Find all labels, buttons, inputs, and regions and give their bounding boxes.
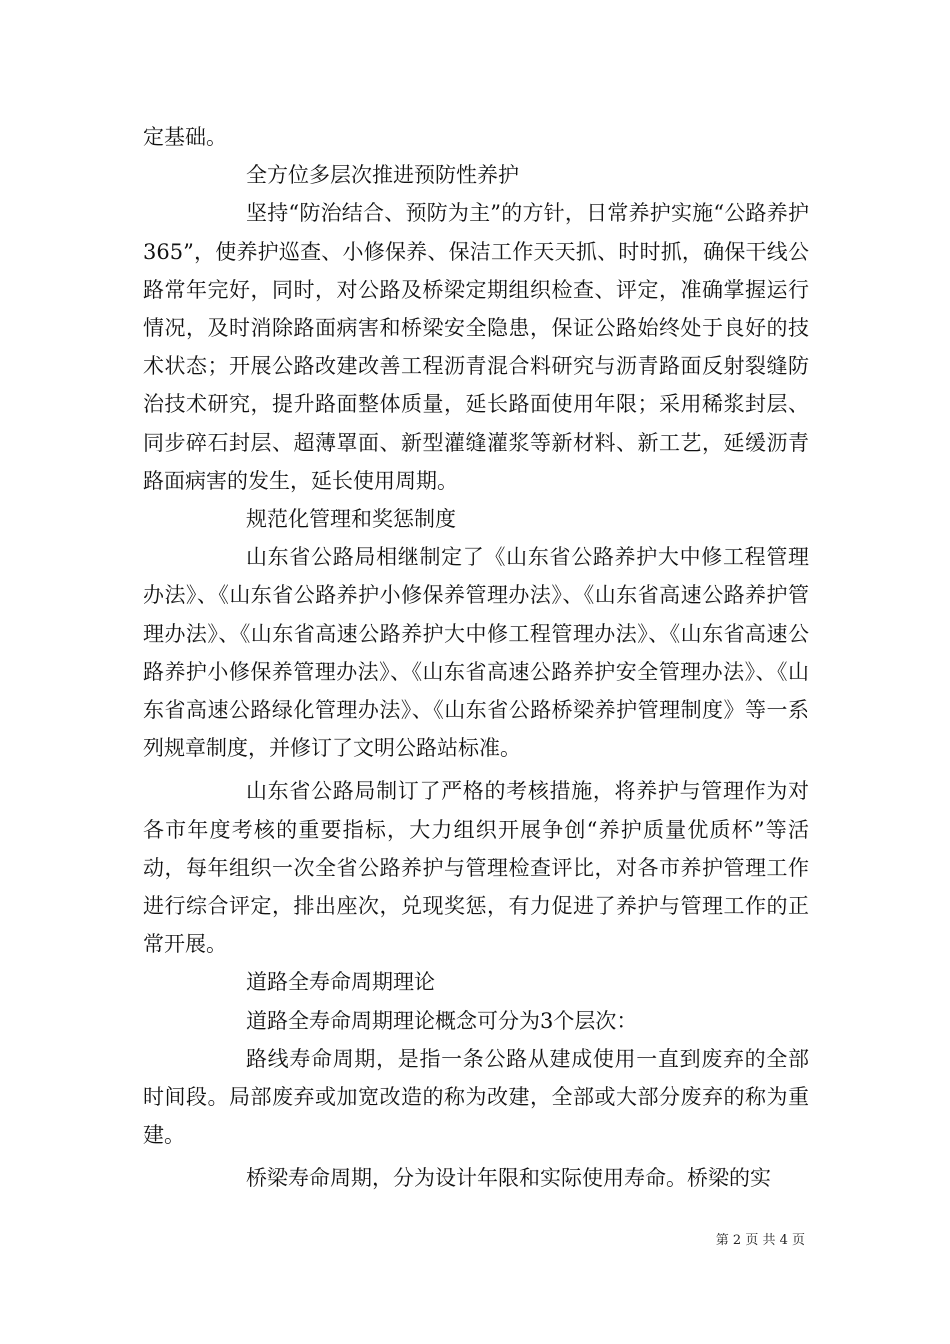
paragraph-assessment: 山东省公路局制订了严格的考核措施，将养护与管理作为对各市年度考核的重要指标，大力组织开展争创“养护质量优质杯”等活动，每年组织一次全省公路养护与管理检查评比，对各市养护管理工作进行综合评定，排出座次，兑现奖惩，有力促进了养护与管理工作的正常开展。 <box>143 779 809 957</box>
document-body <box>143 118 809 1198</box>
section-heading-life-cycle-theory: 道路全寿命周期理论 <box>246 970 435 995</box>
paragraph-continuation: 定基础。 <box>143 125 227 149</box>
paragraph-regulations: 山东省公路局相继制定了《山东省公路养护大中修工程管理办法》、《山东省公路养护小修保养管理办法》、《山东省高速公路养护管理办法》、《山东省高速公路养护大中修工程管理办法》、《山东省高速公路养护小修保养管理办法》、《山东省高速公路养护安全管理办法》、《山东省高速公路绿化管理办法》、《山东省公路桥梁养护管理制度》等一系列规章制度，并修订了文明公路站标准。 <box>143 545 809 761</box>
paragraph-route-life-cycle: 路线寿命周期，是指一条公路从建成使用一直到废弃的全部时间段。局部废弃或加宽改造的称为改建，全部或大部分废弃的称为重建。 <box>143 1046 809 1148</box>
paragraph-bridge-life-cycle: 桥梁寿命周期，分为设计年限和实际使用寿命。桥梁的实 <box>246 1166 771 1191</box>
paragraph-maintenance-policy: 坚持“防治结合、预防为主”的方针，日常养护实施“公路养护365”，使养护巡查、小修保养、保洁工作天天抓、时时抓，确保干线公路常年完好，同时，对公路及桥梁定期组织检查、评定，准确掌握运行情况，及时消除路面病害和桥梁安全隐患，保证公路始终处于良好的技术状态；开展公路改建改善工程沥青混合料研究与沥青路面反射裂缝防治技术研究，提升路面整体质量，延长路面使用年限；采用稀浆封层、同步碎石封层、超薄罩面、新型灌缝灌浆等新材料、新工艺，延缓沥青路面病害的发生，延长使用周期。 <box>143 201 809 493</box>
section-heading-management-rules: 规范化管理和奖惩制度 <box>246 507 456 532</box>
section-heading-preventive-maintenance: 全方位多层次推进预防性养护 <box>246 163 519 188</box>
paragraph-life-cycle-levels: 道路全寿命周期理论概念可分为3个层次： <box>246 1008 638 1033</box>
page-number-footer: 第 2 页 共 4 页 <box>715 1233 805 1248</box>
